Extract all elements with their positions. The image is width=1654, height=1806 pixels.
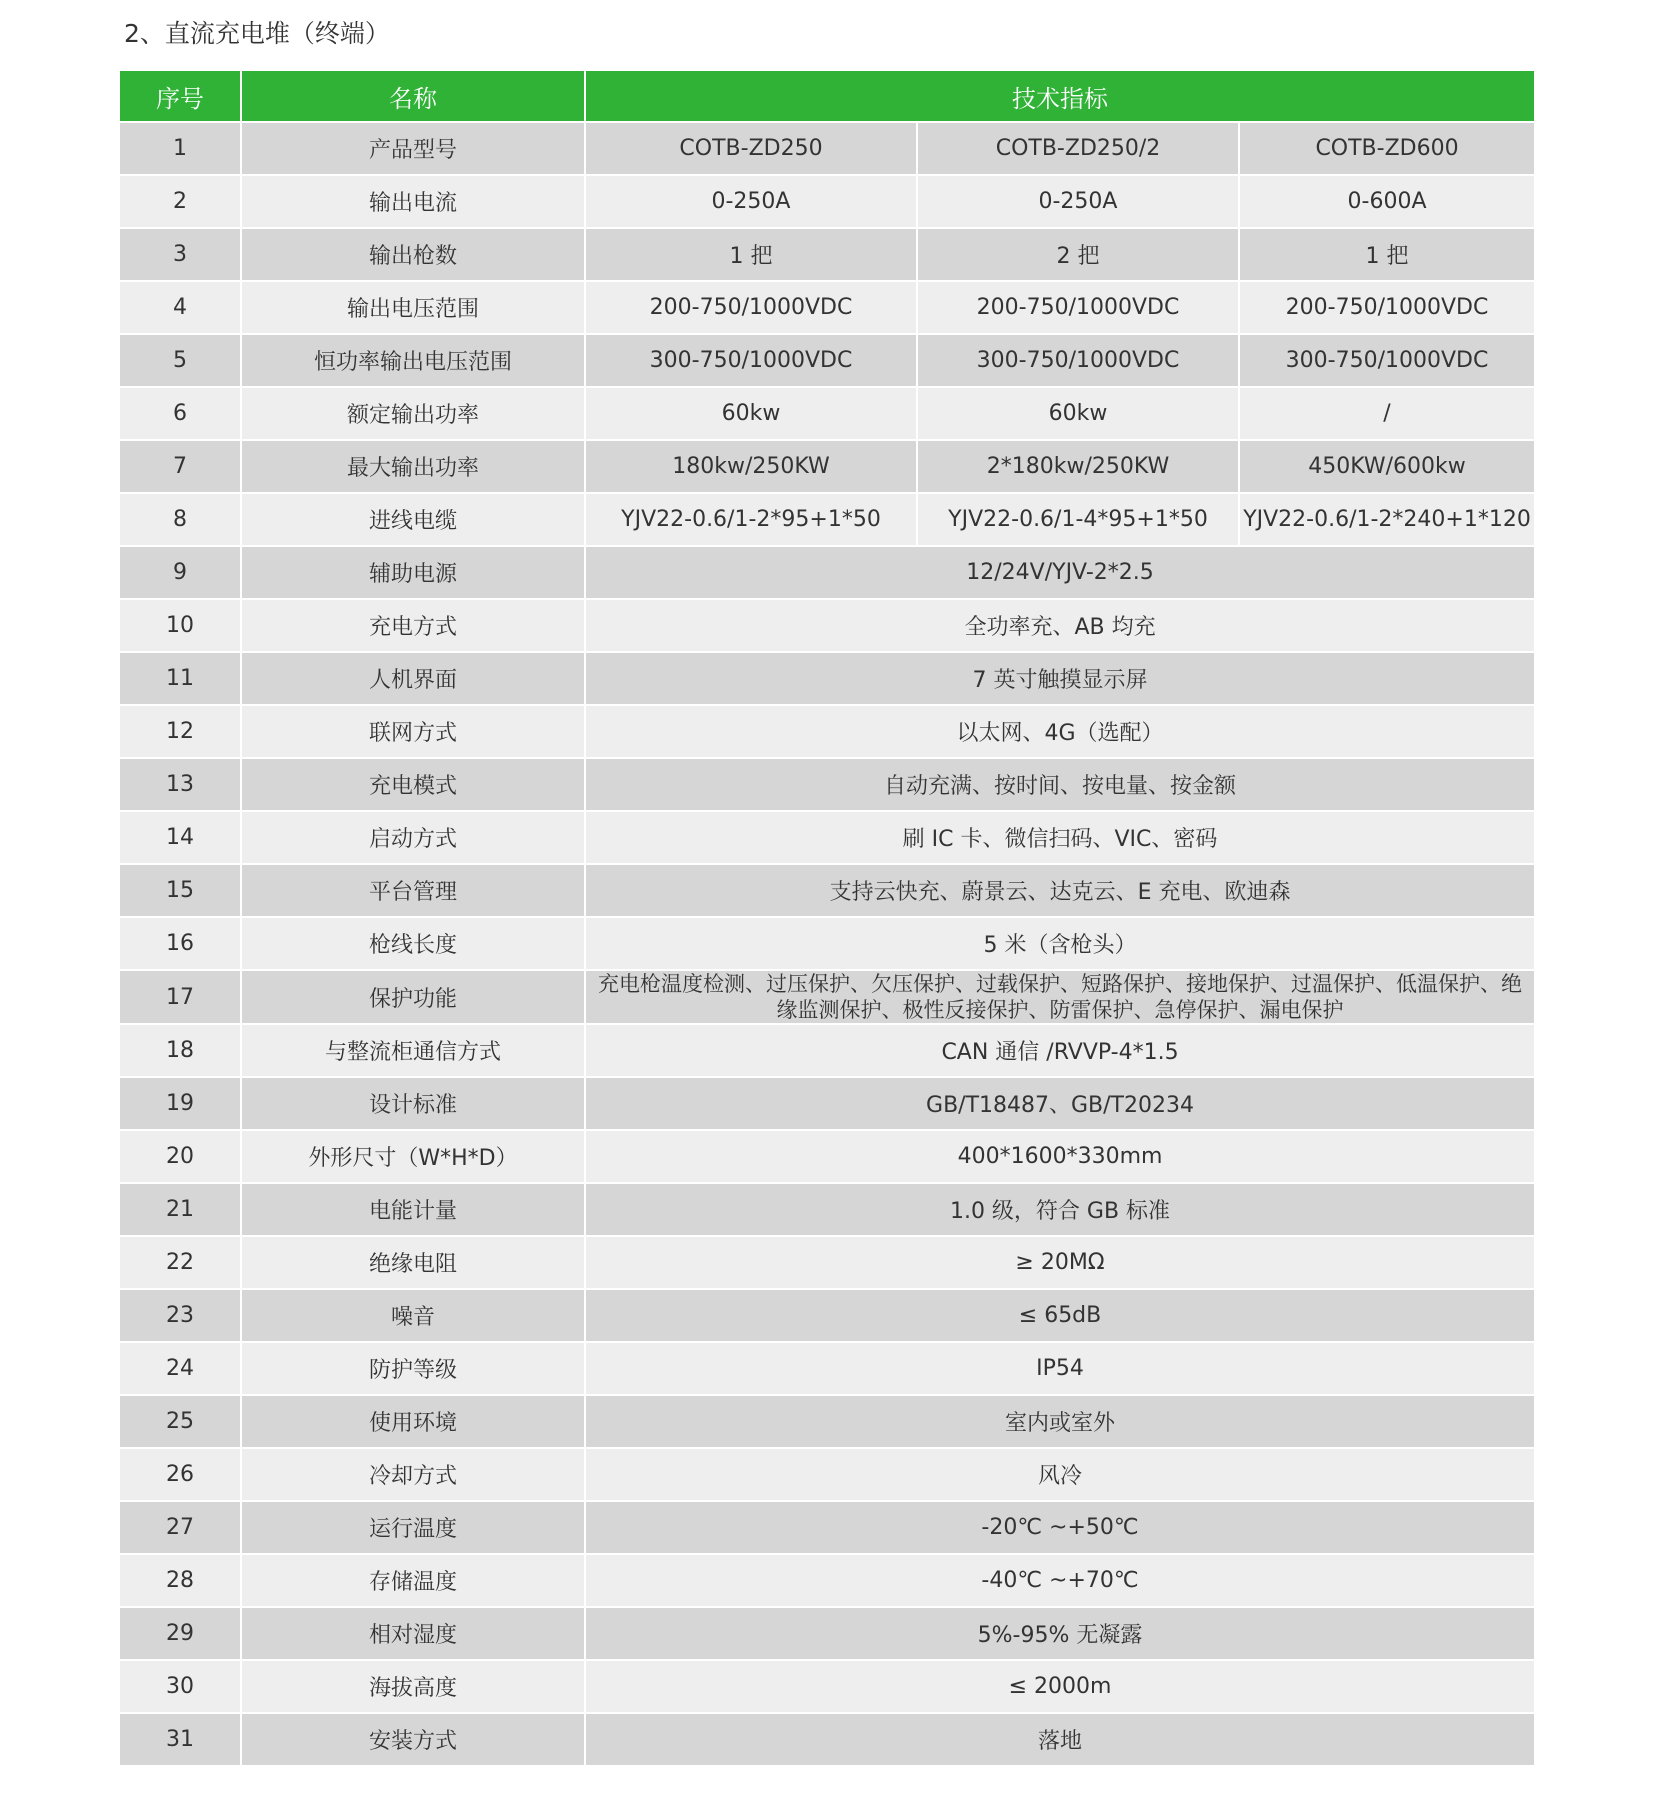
row-value: -40℃ ~+70℃: [585, 1554, 1535, 1607]
row-number: 28: [119, 1554, 241, 1607]
spec-table: [118, 69, 1536, 1767]
row-name: 充电方式: [241, 599, 585, 652]
row-value: 300-750/1000VDC: [1239, 334, 1535, 387]
section-title: 2、直流充电堆（终端）: [124, 19, 390, 48]
row-number: 20: [119, 1130, 241, 1183]
row-value: COTB-ZD250: [585, 122, 917, 175]
row-name: 平台管理: [241, 864, 585, 917]
row-value: 12/24V/YJV-2*2.5: [585, 546, 1535, 599]
row-value: 200-750/1000VDC: [917, 281, 1239, 334]
row-value: 60kw: [917, 387, 1239, 440]
table-row: [119, 228, 1535, 281]
table-row: [119, 281, 1535, 334]
row-number: 30: [119, 1660, 241, 1713]
row-value: ≥ 20MΩ: [585, 1236, 1535, 1289]
table-row: [119, 811, 1535, 864]
row-value: 200-750/1000VDC: [585, 281, 917, 334]
row-value: 2 把: [917, 228, 1239, 281]
table-row: [119, 864, 1535, 917]
row-name: 海拔高度: [241, 1660, 585, 1713]
row-name: 产品型号: [241, 122, 585, 175]
row-name: 使用环境: [241, 1395, 585, 1448]
row-number: 21: [119, 1183, 241, 1236]
row-value: 0-250A: [585, 175, 917, 228]
row-name: 电能计量: [241, 1183, 585, 1236]
row-name: 联网方式: [241, 705, 585, 758]
row-number: 31: [119, 1713, 241, 1766]
row-value: 0-250A: [917, 175, 1239, 228]
table-row: [119, 546, 1535, 599]
row-value: 0-600A: [1239, 175, 1535, 228]
row-number: 3: [119, 228, 241, 281]
row-value: 2*180kw/250KW: [917, 440, 1239, 493]
table-row: [119, 758, 1535, 811]
row-number: 15: [119, 864, 241, 917]
row-number: 10: [119, 599, 241, 652]
row-value: ≤ 65dB: [585, 1289, 1535, 1342]
row-number: 25: [119, 1395, 241, 1448]
row-value: 5 米（含枪头）: [585, 917, 1535, 970]
header-spec: 技术指标: [585, 70, 1535, 122]
row-number: 17: [119, 970, 241, 1024]
row-name: 防护等级: [241, 1342, 585, 1395]
row-value: -20℃ ~+50℃: [585, 1501, 1535, 1554]
row-number: 27: [119, 1501, 241, 1554]
row-name: 恒功率输出电压范围: [241, 334, 585, 387]
table-row: [119, 917, 1535, 970]
table-row: [119, 1554, 1535, 1607]
row-value: GB/T18487、GB/T20234: [585, 1077, 1535, 1130]
table-row: [119, 1130, 1535, 1183]
row-value: 以太网、4G（选配）: [585, 705, 1535, 758]
row-number: 13: [119, 758, 241, 811]
row-value: 300-750/1000VDC: [585, 334, 917, 387]
row-number: 4: [119, 281, 241, 334]
row-name: 噪音: [241, 1289, 585, 1342]
table-row: [119, 122, 1535, 175]
row-value: 自动充满、按时间、按电量、按金额: [585, 758, 1535, 811]
row-name: 最大输出功率: [241, 440, 585, 493]
row-number: 29: [119, 1607, 241, 1660]
row-number: 5: [119, 334, 241, 387]
row-value: 全功率充、AB 均充: [585, 599, 1535, 652]
row-name: 进线电缆: [241, 493, 585, 546]
row-value: 1 把: [585, 228, 917, 281]
table-row: [119, 1289, 1535, 1342]
table-row: [119, 652, 1535, 705]
row-value: 室内或室外: [585, 1395, 1535, 1448]
row-number: 24: [119, 1342, 241, 1395]
row-number: 6: [119, 387, 241, 440]
table-row: [119, 387, 1535, 440]
row-number: 1: [119, 122, 241, 175]
table-row: [119, 1660, 1535, 1713]
row-number: 22: [119, 1236, 241, 1289]
row-name: 输出电流: [241, 175, 585, 228]
table-row: [119, 1448, 1535, 1501]
table-row: [119, 1024, 1535, 1077]
row-name: 安装方式: [241, 1713, 585, 1766]
table-row: [119, 1501, 1535, 1554]
row-name: 相对湿度: [241, 1607, 585, 1660]
row-value: 300-750/1000VDC: [917, 334, 1239, 387]
table-row: [119, 493, 1535, 546]
table-row: [119, 1713, 1535, 1766]
row-value: 180kw/250KW: [585, 440, 917, 493]
row-number: 8: [119, 493, 241, 546]
row-name: 外形尺寸（W*H*D）: [241, 1130, 585, 1183]
header-name: 名称: [241, 70, 585, 122]
row-value: YJV22-0.6/1-2*95+1*50: [585, 493, 917, 546]
table-row: [119, 1607, 1535, 1660]
row-value: COTB-ZD250/2: [917, 122, 1239, 175]
table-row: [119, 1183, 1535, 1236]
row-value: IP54: [585, 1342, 1535, 1395]
row-number: 23: [119, 1289, 241, 1342]
row-number: 16: [119, 917, 241, 970]
table-header-row: [119, 70, 1535, 122]
table-row: [119, 440, 1535, 493]
row-value: 充电枪温度检测、过压保护、欠压保护、过载保护、短路保护、接地保护、过温保护、低温保护、绝缘监测保护、极性反接保护、防雷保护、急停保护、漏电保护: [585, 970, 1535, 1024]
row-value: 200-750/1000VDC: [1239, 281, 1535, 334]
row-name: 输出电压范围: [241, 281, 585, 334]
row-value: 60kw: [585, 387, 917, 440]
row-name: 辅助电源: [241, 546, 585, 599]
row-value: COTB-ZD600: [1239, 122, 1535, 175]
row-number: 11: [119, 652, 241, 705]
row-value: YJV22-0.6/1-4*95+1*50: [917, 493, 1239, 546]
row-name: 枪线长度: [241, 917, 585, 970]
row-name: 启动方式: [241, 811, 585, 864]
row-name: 绝缘电阻: [241, 1236, 585, 1289]
row-value: /: [1239, 387, 1535, 440]
row-name: 输出枪数: [241, 228, 585, 281]
row-name: 充电模式: [241, 758, 585, 811]
row-value: ≤ 2000m: [585, 1660, 1535, 1713]
row-value: 1 把: [1239, 228, 1535, 281]
table-row: [119, 1395, 1535, 1448]
table-row: [119, 599, 1535, 652]
table-row: [119, 1236, 1535, 1289]
row-value: 450KW/600kw: [1239, 440, 1535, 493]
row-name: 运行温度: [241, 1501, 585, 1554]
row-name: 额定输出功率: [241, 387, 585, 440]
row-name: 冷却方式: [241, 1448, 585, 1501]
table-row: [119, 175, 1535, 228]
table-row: [119, 1342, 1535, 1395]
header-no: 序号: [119, 70, 241, 122]
row-value: 支持云快充、蔚景云、达克云、E 充电、欧迪森: [585, 864, 1535, 917]
row-value: 风冷: [585, 1448, 1535, 1501]
row-name: 存储温度: [241, 1554, 585, 1607]
row-number: 9: [119, 546, 241, 599]
row-value: CAN 通信 /RVVP-4*1.5: [585, 1024, 1535, 1077]
row-number: 2: [119, 175, 241, 228]
row-number: 12: [119, 705, 241, 758]
table-row: [119, 705, 1535, 758]
row-number: 19: [119, 1077, 241, 1130]
row-value: 5%-95% 无凝露: [585, 1607, 1535, 1660]
row-value: 落地: [585, 1713, 1535, 1766]
row-number: 26: [119, 1448, 241, 1501]
row-value: YJV22-0.6/1-2*240+1*120: [1239, 493, 1535, 546]
table-row: [119, 1077, 1535, 1130]
row-number: 14: [119, 811, 241, 864]
row-value: 刷 IC 卡、微信扫码、VIC、密码: [585, 811, 1535, 864]
row-name: 与整流柜通信方式: [241, 1024, 585, 1077]
spec-table-body: [119, 122, 1535, 1766]
row-name: 人机界面: [241, 652, 585, 705]
row-number: 7: [119, 440, 241, 493]
row-name: 设计标准: [241, 1077, 585, 1130]
row-value: 1.0 级，符合 GB 标准: [585, 1183, 1535, 1236]
row-value: 400*1600*330mm: [585, 1130, 1535, 1183]
table-row: [119, 970, 1535, 1024]
table-row: [119, 334, 1535, 387]
row-number: 18: [119, 1024, 241, 1077]
row-name: 保护功能: [241, 970, 585, 1024]
row-value: 7 英寸触摸显示屏: [585, 652, 1535, 705]
